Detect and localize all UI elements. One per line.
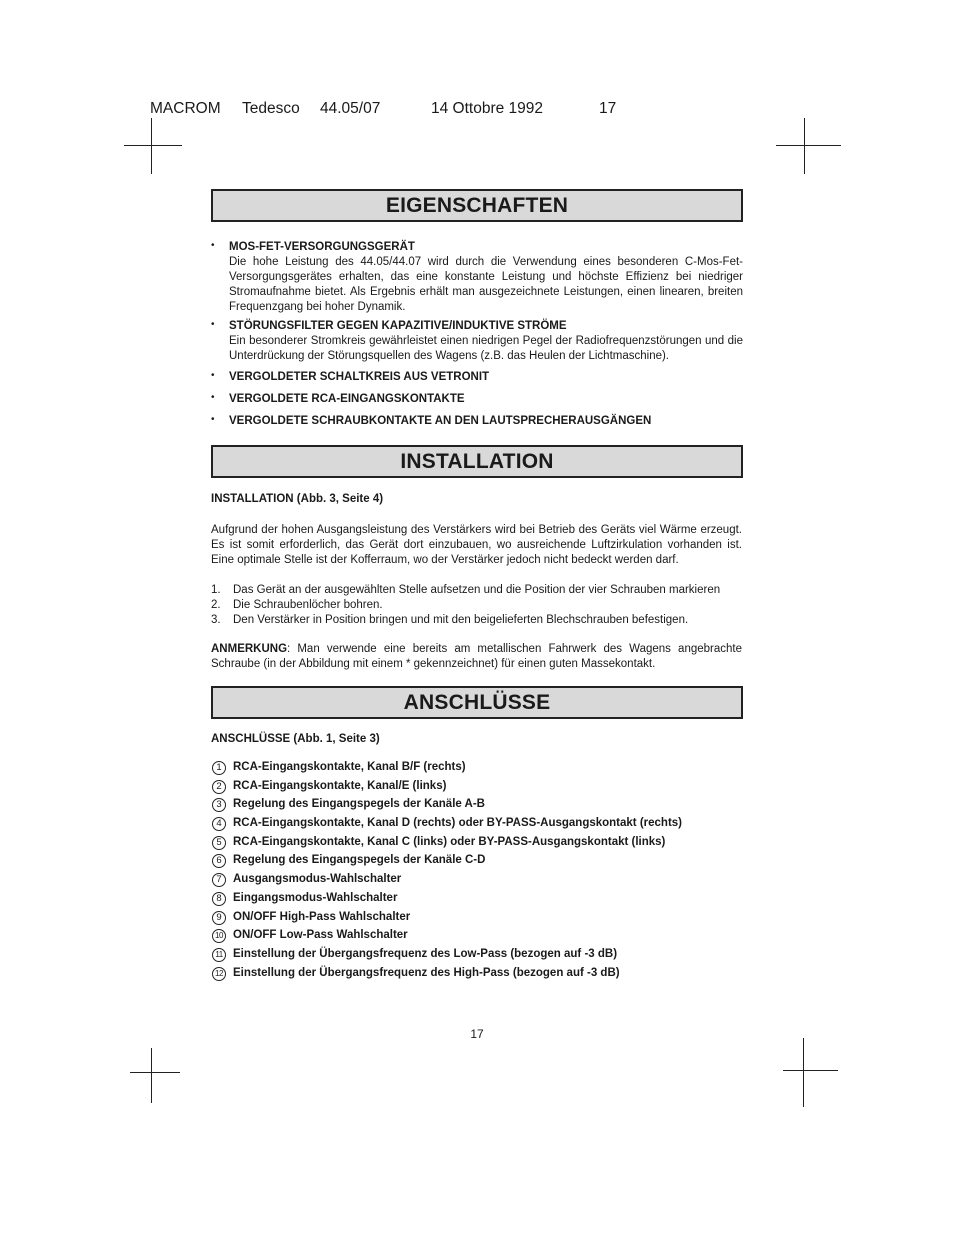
connection-label: Ausgangsmodus-Wahlschalter xyxy=(233,873,402,886)
list-item xyxy=(211,926,682,945)
number-circle-icon: 4 xyxy=(212,817,226,831)
list-item xyxy=(211,908,682,927)
list-item xyxy=(211,814,682,833)
list-item xyxy=(211,833,682,852)
feature-item xyxy=(211,370,743,385)
crop-mark-bottom-right-h xyxy=(783,1070,838,1071)
crop-mark-top-left-v xyxy=(151,118,152,174)
list-item xyxy=(211,945,682,964)
header-language: Tedesco xyxy=(242,100,300,117)
bullet-icon: • xyxy=(211,414,215,425)
feature-title: VERGOLDETE SCHRAUBKONTAKTE AN DEN LAUTSPRECHERAUSGÄNGEN xyxy=(229,415,652,427)
connection-label: ON/OFF High-Pass Wahlschalter xyxy=(233,910,411,923)
crop-mark-bottom-left-h xyxy=(130,1072,180,1073)
anschluesse-subheading: ANSCHLÜSSE (Abb. 1, Seite 3) xyxy=(211,733,380,745)
list-item xyxy=(211,851,682,870)
number-circle-icon: 5 xyxy=(212,836,226,850)
number-circle-icon: 12 xyxy=(212,967,226,981)
note-text: : Man verwende eine bereits am metallischen Fahrwerk des Wagens angebrachte Schraube (in der Abbildung mit einem * gekennzeichnet) für einen guten Massekontakt. xyxy=(211,643,742,670)
section-title-anschluesse: ANSCHLÜSSE xyxy=(211,686,743,719)
step-text: Das Gerät an der ausgewählten Stelle aufsetzen und die Position der vier Schrauben markieren xyxy=(233,584,721,596)
step-text: Den Verstärker in Position bringen und mit den beigelieferten Blechschrauben befestigen. xyxy=(233,614,689,626)
feature-title: VERGOLDETE RCA-EINGANGSKONTAKTE xyxy=(229,393,465,405)
number-circle-icon: 9 xyxy=(212,911,226,925)
step-number: 1. xyxy=(211,584,221,596)
number-circle-icon: 11 xyxy=(212,948,226,962)
list-item xyxy=(211,870,682,889)
list-item xyxy=(211,758,682,777)
feature-item xyxy=(211,392,743,407)
section-title-eigenschaften: EIGENSCHAFTEN xyxy=(211,189,743,222)
installation-subheading: INSTALLATION (Abb. 3, Seite 4) xyxy=(211,493,384,505)
connection-label: RCA-Eingangskontakte, Kanal D (rechts) oder BY-PASS-Ausgangskontakt (rechts) xyxy=(233,817,682,830)
number-circle-icon: 10 xyxy=(212,929,226,943)
bullet-icon: • xyxy=(211,370,215,381)
connection-label: RCA-Eingangskontakte, Kanal B/F (rechts) xyxy=(233,761,466,773)
header-date: 14 Ottobre 1992 xyxy=(431,100,544,117)
number-circle-icon: 7 xyxy=(212,873,226,887)
connection-list xyxy=(211,758,682,982)
number-circle-icon: 2 xyxy=(212,780,226,794)
section-title-installation: INSTALLATION xyxy=(211,445,743,478)
number-circle-icon: 8 xyxy=(212,892,226,906)
page-number: 17 xyxy=(470,1027,484,1041)
number-circle-icon: 6 xyxy=(212,854,226,868)
connection-label: Einstellung der Übergangsfrequenz des Low-Pass (bezogen auf -3 dB) xyxy=(233,947,618,960)
list-item xyxy=(211,889,682,908)
connection-label: RCA-Eingangskontakte, Kanal/E (links) xyxy=(233,779,447,792)
step-text: Die Schraubenlöcher bohren. xyxy=(233,599,383,611)
crop-mark-top-right-v xyxy=(804,118,805,174)
header-page: 17 xyxy=(599,100,617,117)
installation-note xyxy=(211,642,742,672)
number-circle-icon: 1 xyxy=(212,761,226,775)
feature-text: Ein besonderer Stromkreis gewährleistet einen niedrigen Pegel der Radiofrequenzstörungen und die Unterdrückung der Störungsquellen des Wagens (z.B. das Heulen der Lichtmaschine). xyxy=(229,335,743,362)
feature-item xyxy=(211,240,743,315)
installation-steps xyxy=(211,583,742,628)
step-number: 2. xyxy=(211,599,221,611)
installation-intro: Aufgrund der hohen Ausgangsleistung des Verstärkers wird bei Betrieb des Geräts viel Wärme erzeugt. Es ist somit erforderlich, das Gerät dort einzubauen, wo ausreichende Luftzirkulation vorhanden ist. Eine optimale Stelle ist der Kofferraum, wo der Verstärker jedoch nicht bedeckt werden darf. xyxy=(211,524,742,566)
crop-mark-bottom-right-v xyxy=(803,1038,804,1107)
number-circle-icon: 3 xyxy=(212,798,226,812)
feature-item xyxy=(211,319,743,364)
step-number: 3. xyxy=(211,614,221,626)
feature-title: VERGOLDETER SCHALTKREIS AUS VETRONIT xyxy=(229,371,490,383)
connection-label: ON/OFF Low-Pass Wahlschalter xyxy=(233,929,408,942)
list-item xyxy=(211,795,682,814)
feature-title: STÖRUNGSFILTER GEGEN KAPAZITIVE/INDUKTIVE STRÖME xyxy=(229,320,567,332)
note-label: ANMERKUNG xyxy=(211,643,288,655)
crop-mark-top-right-h xyxy=(776,145,841,146)
connection-label: Regelung des Eingangspegels der Kanäle C-D xyxy=(233,854,486,867)
bullet-icon: • xyxy=(211,392,215,403)
connection-label: Einstellung der Übergangsfrequenz des High-Pass (bezogen auf -3 dB) xyxy=(233,966,620,979)
bullet-icon: • xyxy=(211,240,215,251)
feature-title: MOS-FET-VERSORGUNGSGERÄT xyxy=(229,241,415,253)
header-code: 44.05/07 xyxy=(320,100,381,117)
connection-label: Regelung des Eingangspegels der Kanäle A-B xyxy=(233,798,485,811)
list-item xyxy=(211,964,682,983)
crop-mark-bottom-left-v xyxy=(151,1048,152,1103)
list-item xyxy=(211,613,742,628)
connection-label: RCA-Eingangskontakte, Kanal C (links) oder BY-PASS-Ausgangskontakt (links) xyxy=(233,835,666,848)
feature-text: Die hohe Leistung des 44.05/44.07 wird durch die Verwendung eines besonderen C-Mos-Fet-Versorgungsgerätes erhalten, das eine konstante Leistung und höchste Effizienz bei niedriger Stromaufnahme bietet. Als Ergebnis erhält man ausgezeichnete Leistungen, einen linearen, breiten Frequenzgang bei hoher Dynamik. xyxy=(229,256,743,313)
feature-item xyxy=(211,414,743,429)
connection-label: Eingangsmodus-Wahlschalter xyxy=(233,891,398,904)
header-brand: MACROM xyxy=(150,100,221,117)
list-item xyxy=(211,583,742,598)
crop-mark-top-left-h xyxy=(124,145,182,146)
bullet-icon: • xyxy=(211,319,215,330)
list-item xyxy=(211,777,682,796)
list-item xyxy=(211,598,742,613)
